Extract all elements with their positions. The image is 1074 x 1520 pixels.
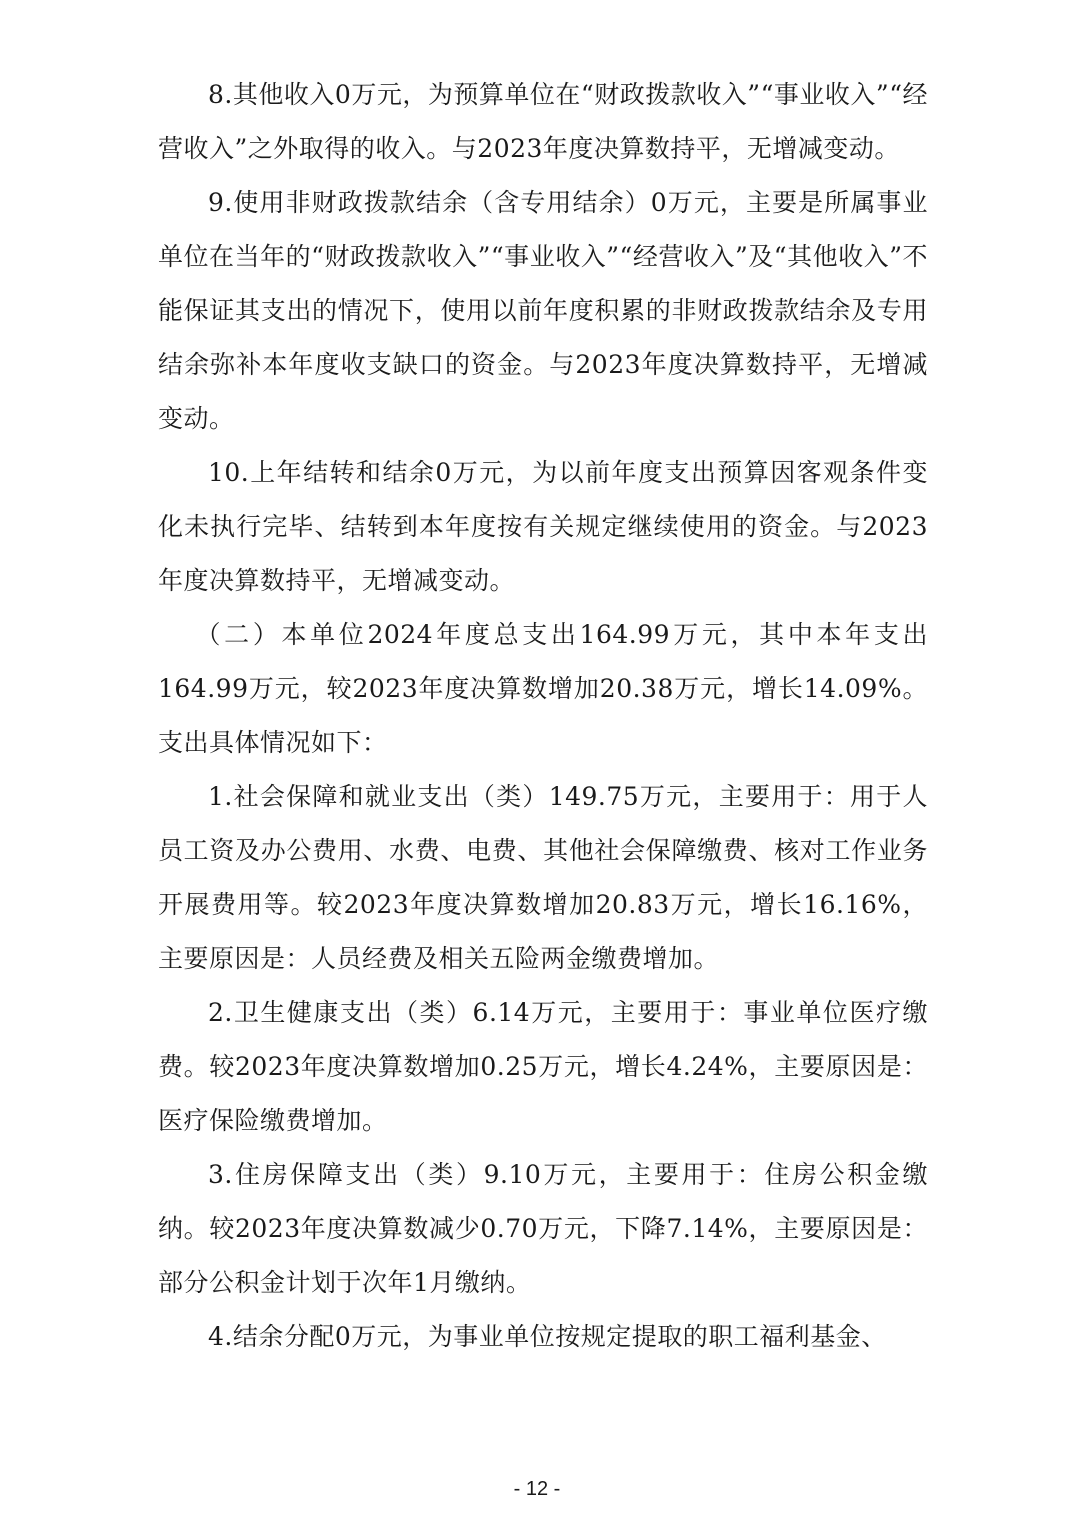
paragraph-housing-expenditure: 3.住房保障支出（类）9.10万元，主要用于：住房公积金缴纳。较2023年度决算数减少0.70万元，下降7.14%，主要原因是：部分公积金计划于次年1月缴纳。 (158, 1160, 928, 1297)
paragraph-social-security-expenditure: 1.社会保障和就业支出（类）149.75万元，主要用于：用于人员工资及办公费用、水费、电费、其他社会保障缴费、核对工作业务开展费用等。较2023年度决算数增加20.83万元，增长16.16%，主要原因是：人员经费及相关五险两金缴费增加。 (158, 782, 928, 973)
page-number: - 12 - (513, 1478, 561, 1500)
paragraph-carryover-balance: 10.上年结转和结余0万元，为以前年度支出预算因客观条件变化未执行完毕、结转到本年度按有关规定继续使用的资金。与2023年度决算数持平，无增减变动。 (158, 458, 928, 595)
paragraph-surplus-distribution: 4.结余分配0万元，为事业单位按规定提取的职工福利基金、 (208, 1322, 887, 1351)
paragraph-non-fiscal-balance: 9.使用非财政拨款结余（含专用结余）0万元，主要是所属事业单位在当年的“财政拨款收入”“事业收入”“经营收入”及“其他收入”不能保证其支出的情况下，使用以前年度积累的非财政拨款结余及专用结余弥补本年度收支缺口的资金。与2023年度决算数持平，无增减变动。 (158, 188, 928, 433)
paragraph-total-expenditure: （二）本单位2024年度总支出164.99万元，其中本年支出164.99万元，较2023年度决算数增加20.38万元，增长14.09%。支出具体情况如下： (158, 620, 928, 757)
paragraph-other-income: 8.其他收入0万元，为预算单位在“财政拨款收入”“事业收入”“经营收入”之外取得的收入。与2023年度决算数持平，无增减变动。 (158, 80, 928, 163)
paragraph-health-expenditure: 2.卫生健康支出（类）6.14万元，主要用于：事业单位医疗缴费。较2023年度决算数增加0.25万元，增长4.24%，主要原因是：医疗保险缴费增加。 (158, 998, 928, 1135)
document-body (158, 68, 928, 1364)
